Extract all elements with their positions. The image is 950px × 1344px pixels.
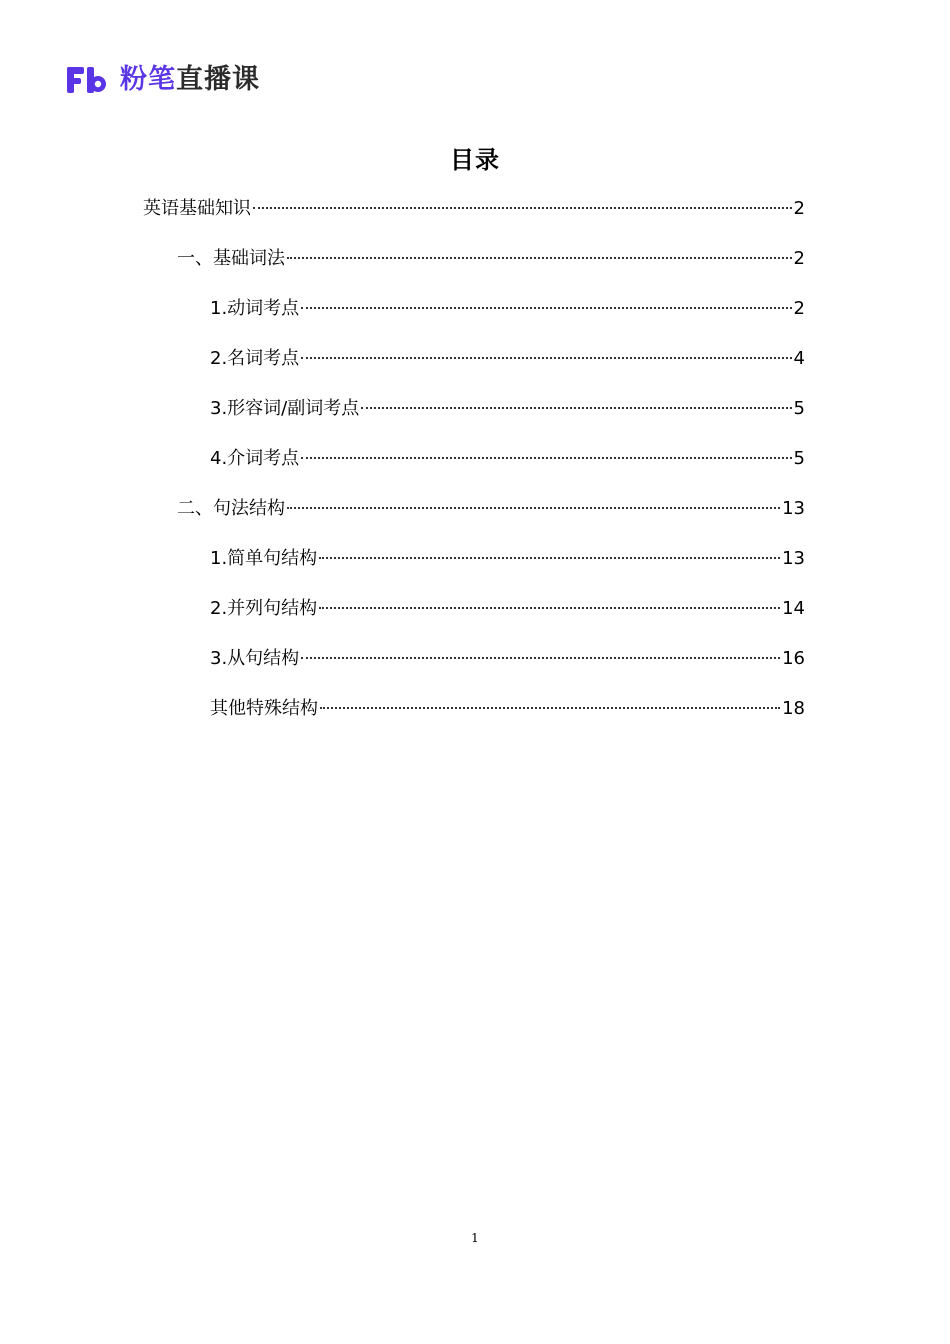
page-number: 1	[471, 1231, 479, 1245]
toc-leader	[361, 407, 791, 409]
toc-entry[interactable]	[210, 442, 805, 476]
toc-leader	[253, 207, 792, 209]
toc-entry-label: 二、句法结构	[177, 498, 285, 519]
product-name: 直播课	[176, 64, 260, 95]
toc-entry[interactable]	[210, 592, 805, 626]
toc-leader	[319, 557, 780, 559]
toc-entry[interactable]	[177, 242, 805, 276]
toc-entry-label: 4.介词考点	[210, 448, 300, 469]
toc-entry-label: 2.名词考点	[210, 348, 300, 369]
toc-entry-label: 一、基础词法	[177, 248, 285, 269]
toc-entry-page: 2	[793, 298, 805, 319]
fenbi-logo	[66, 62, 260, 98]
toc-entry-page: 5	[793, 448, 805, 469]
toc-entry[interactable]	[210, 292, 805, 326]
toc-entry-label: 2.并列句结构	[210, 598, 318, 619]
toc-leader	[320, 707, 780, 709]
toc-leader	[287, 257, 792, 259]
brand-name: 粉笔	[120, 64, 176, 95]
toc-entry-page: 13	[782, 548, 805, 569]
toc-title: 目录	[450, 146, 500, 174]
toc-entry-label: 1.简单句结构	[210, 548, 318, 569]
toc-leader	[319, 607, 780, 609]
toc-entry[interactable]	[210, 642, 805, 676]
toc-leader	[287, 507, 780, 509]
toc-leader	[301, 657, 780, 659]
toc-entry[interactable]	[177, 492, 805, 526]
toc-entry-label: 3.从句结构	[210, 648, 300, 669]
toc-entry-page: 4	[793, 348, 805, 369]
toc-leader	[301, 457, 791, 459]
toc-entry-page: 2	[793, 198, 805, 219]
toc-entry-label: 3.形容词/副词考点	[210, 398, 360, 419]
toc-entry-label: 其他特殊结构	[210, 698, 318, 719]
logo-wordmark	[120, 62, 260, 98]
toc-entry-label: 1.动词考点	[210, 298, 300, 319]
toc-entry-page: 14	[782, 598, 805, 619]
toc-entry-page: 16	[782, 648, 805, 669]
toc-entry[interactable]	[210, 392, 805, 426]
toc-entry-page: 13	[782, 498, 805, 519]
toc-entry-page: 5	[793, 398, 805, 419]
toc-entry-label: 英语基础知识	[143, 198, 251, 219]
toc-entry[interactable]	[210, 342, 805, 376]
fenbi-logo-icon	[66, 65, 108, 95]
toc-entry-page: 18	[782, 698, 805, 719]
toc-leader	[301, 307, 791, 309]
toc-leader	[301, 357, 791, 359]
toc-entry-page: 2	[793, 248, 805, 269]
toc-entry[interactable]	[143, 192, 805, 226]
toc-entry[interactable]	[210, 692, 805, 726]
toc-entry[interactable]	[210, 542, 805, 576]
